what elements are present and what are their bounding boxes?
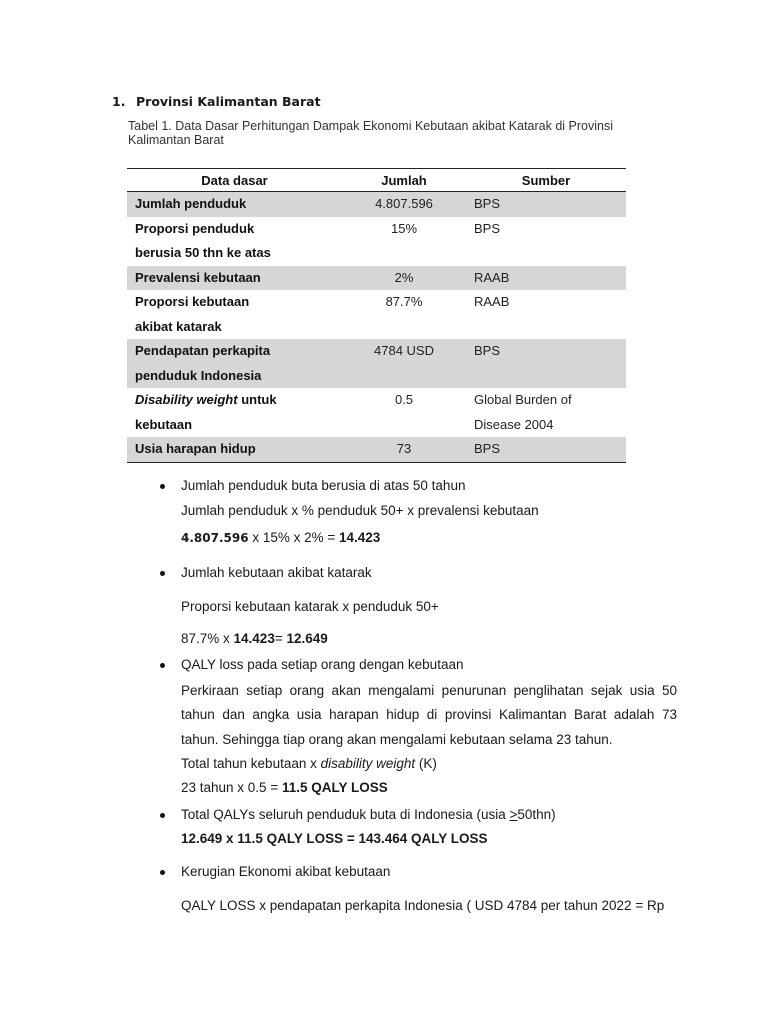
row-source xyxy=(466,388,626,437)
bullet-3-paragraph-line2: tahun dan angka usia harapan hidup di provinsi Kalimantan Barat adalah 73 xyxy=(181,707,677,722)
data-table xyxy=(127,168,626,463)
row-source: BPS xyxy=(466,339,626,388)
table-row xyxy=(127,290,626,339)
table-row xyxy=(127,388,626,437)
bullet-3-title: QALY loss pada setiap orang dengan kebutaan xyxy=(181,657,464,672)
row-label-line1: Proporsi penduduk xyxy=(135,220,255,236)
row-label xyxy=(127,290,342,339)
row-label xyxy=(127,339,342,388)
row-source-line2: Disease 2004 xyxy=(474,416,554,432)
row-label xyxy=(127,217,342,266)
bullet-dot xyxy=(160,571,165,576)
section-number: 1. xyxy=(112,94,126,109)
row-source-line1: Global Burden of xyxy=(474,392,572,407)
row-value: 87.7% xyxy=(385,294,423,309)
calc-population: 4.807.596 xyxy=(181,531,249,545)
calc-result: 14.423 xyxy=(339,530,381,545)
bullet-5-formula: QALY LOSS x pendapatan perkapita Indonesia ( USD 4784 per tahun 2022 = Rp xyxy=(181,898,665,913)
bullet-2-formula: Proporsi kebutaan katarak x penduduk 50+ xyxy=(181,599,439,614)
bullet-dot xyxy=(160,663,165,668)
header-sumber: Sumber xyxy=(466,169,626,192)
row-source: BPS xyxy=(474,220,501,236)
row-source: RAAB xyxy=(474,294,510,309)
calc-part-a: 87.7% x xyxy=(181,631,234,646)
total-part-a: Total tahun kebutaan x xyxy=(181,756,321,771)
bullet-4-calc: 12.649 x 11.5 QALY LOSS = 143.464 QALY LOSS xyxy=(181,831,488,846)
row-label-line1: Proporsi kebutaan xyxy=(135,294,250,309)
row-label-italic: Disability weight xyxy=(135,392,238,407)
header-data-dasar: Data dasar xyxy=(127,169,342,192)
table-row xyxy=(127,339,626,388)
row-value: 4784 USD xyxy=(342,339,466,388)
row-label-line1: Pendapatan perkapita xyxy=(135,343,271,358)
table-caption: Tabel 1. Data Dasar Perhitungan Dampak Ekonomi Kebutaan akibat Katarak di Provinsi Kalimantan Barat xyxy=(128,119,613,147)
calc-result: 12.649 xyxy=(286,631,328,646)
row-label-line2: penduduk Indonesia xyxy=(135,367,262,383)
bullet-dot xyxy=(160,870,165,875)
row-label-line2: akibat katarak xyxy=(135,318,222,334)
table-header-row xyxy=(127,169,626,192)
row-source: RAAB xyxy=(466,266,626,291)
bullet-1-title: Jumlah penduduk buta berusia di atas 50 tahun xyxy=(181,478,466,493)
title-underlined: > xyxy=(509,807,518,822)
row-value: 4.807.596 xyxy=(342,192,466,217)
section-title: Provinsi Kalimantan Barat xyxy=(136,94,321,109)
bullet-1-formula: Jumlah penduduk x % penduduk 50+ x prevalensi kebutaan xyxy=(181,503,539,518)
bullet-3-paragraph-line1: Perkiraan setiap orang akan mengalami penurunan penglihatan sejak usia 50 xyxy=(181,683,677,698)
row-value: 73 xyxy=(342,437,466,462)
total-part-b: (K) xyxy=(415,756,437,771)
table-row xyxy=(127,266,626,291)
bullet-3-paragraph-line3: tahun. Sehingga tiap orang akan mengalami kebutaan selama 23 tahun. xyxy=(181,732,613,747)
calc-part-c: = xyxy=(274,631,287,646)
bullet-1-calc xyxy=(181,530,380,545)
section-heading xyxy=(112,94,321,109)
row-label-line2: kebutaan xyxy=(135,416,193,432)
row-source: BPS xyxy=(466,192,626,217)
bullet-2-calc xyxy=(181,631,328,646)
row-label: Jumlah penduduk xyxy=(127,192,342,217)
title-part-b: 50thn) xyxy=(517,807,556,822)
calc-result: 11.5 QALY LOSS xyxy=(281,780,388,795)
row-value: 15% xyxy=(390,220,418,236)
row-label: Usia harapan hidup xyxy=(127,437,342,462)
row-label xyxy=(127,388,342,437)
row-label-line2: berusia 50 thn ke atas xyxy=(135,245,271,260)
row-label-rest: untuk xyxy=(237,392,277,407)
calc-part-a: 23 tahun x 0.5 = xyxy=(181,780,282,795)
bullet-5-title: Kerugian Ekonomi akibat kebutaan xyxy=(181,864,391,879)
bullet-dot xyxy=(160,813,165,818)
bullet-3-calc xyxy=(181,780,388,795)
row-value: 0.5 xyxy=(394,392,414,407)
table-row xyxy=(127,192,626,217)
bullet-3-total xyxy=(181,756,437,771)
title-part-a: Total QALYs seluruh penduduk buta di Indonesia (usia xyxy=(181,807,510,822)
total-italic: disability weight xyxy=(320,756,416,771)
row-value: 2% xyxy=(342,266,466,291)
table-row xyxy=(127,437,626,462)
bullet-2-title: Jumlah kebutaan akibat katarak xyxy=(181,565,372,580)
header-jumlah: Jumlah xyxy=(342,169,466,192)
bullet-4-title xyxy=(181,807,556,822)
bullet-dot xyxy=(160,484,165,489)
calc-operators: x 15% x 2% = xyxy=(248,530,339,545)
row-source: BPS xyxy=(466,437,626,462)
table-row xyxy=(127,217,626,266)
calc-part-b: 14.423 xyxy=(233,631,275,646)
row-label: Prevalensi kebutaan xyxy=(127,266,342,291)
